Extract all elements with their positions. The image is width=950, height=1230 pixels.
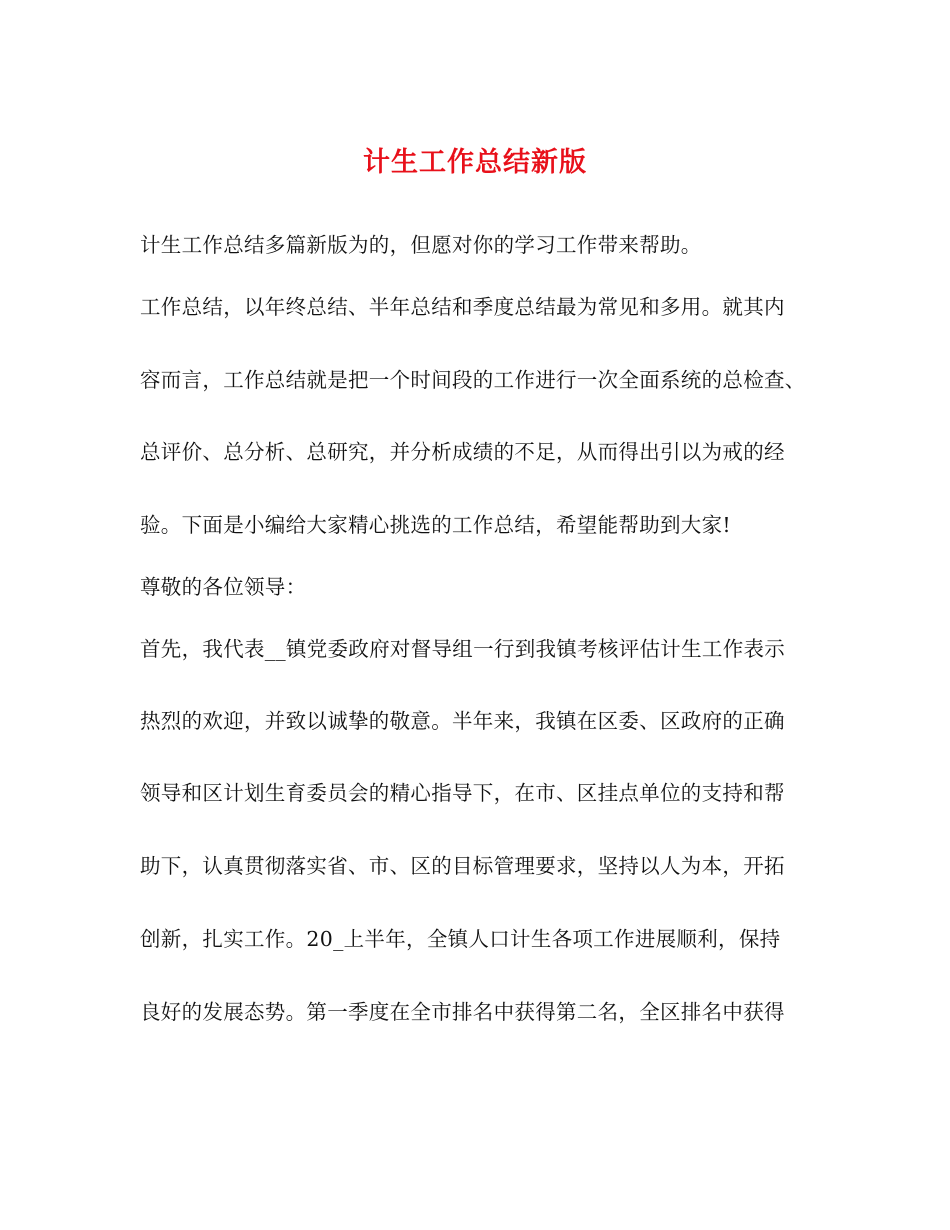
salutation-line: 尊敬的各位领导： — [140, 575, 307, 599]
paragraph-line: 工作总结，以年终总结、半年总结和季度总结最为常见和多用。就其内 — [140, 295, 785, 319]
paragraph-line: 首先，我代表__镇党委政府对督导组一行到我镇考核评估计生工作表示 — [140, 637, 786, 661]
paragraph-line: 容而言，工作总结就是把一个时间段的工作进行一次全面系统的总检查、 — [140, 368, 806, 392]
paragraph-line: 创新，扎实工作。20_上半年，全镇人口计生各项工作进展顺利，保持 — [140, 927, 781, 951]
paragraph-line: 热烈的欢迎，并致以诚挚的敬意。半年来，我镇在区委、区政府的正确 — [140, 709, 785, 733]
paragraph-line: 总评价、总分析、总研究，并分析成绩的不足，从而得出引以为戒的经 — [140, 440, 785, 464]
document-title: 计生工作总结新版 — [363, 147, 587, 178]
paragraph-line: 验。下面是小编给大家精心挑选的工作总结，希望能帮助到大家! — [140, 513, 731, 537]
intro-line: 计生工作总结多篇新版为的，但愿对你的学习工作带来帮助。 — [140, 233, 702, 257]
paragraph-line: 领导和区计划生育委员会的精心指导下，在市、区挂点单位的支持和帮 — [140, 781, 785, 805]
paragraph-line: 良好的发展态势。第一季度在全市排名中获得第二名，全区排名中获得 — [140, 1000, 785, 1024]
paragraph-line: 助下，认真贯彻落实省、市、区的目标管理要求，坚持以人为本，开拓 — [140, 854, 785, 878]
